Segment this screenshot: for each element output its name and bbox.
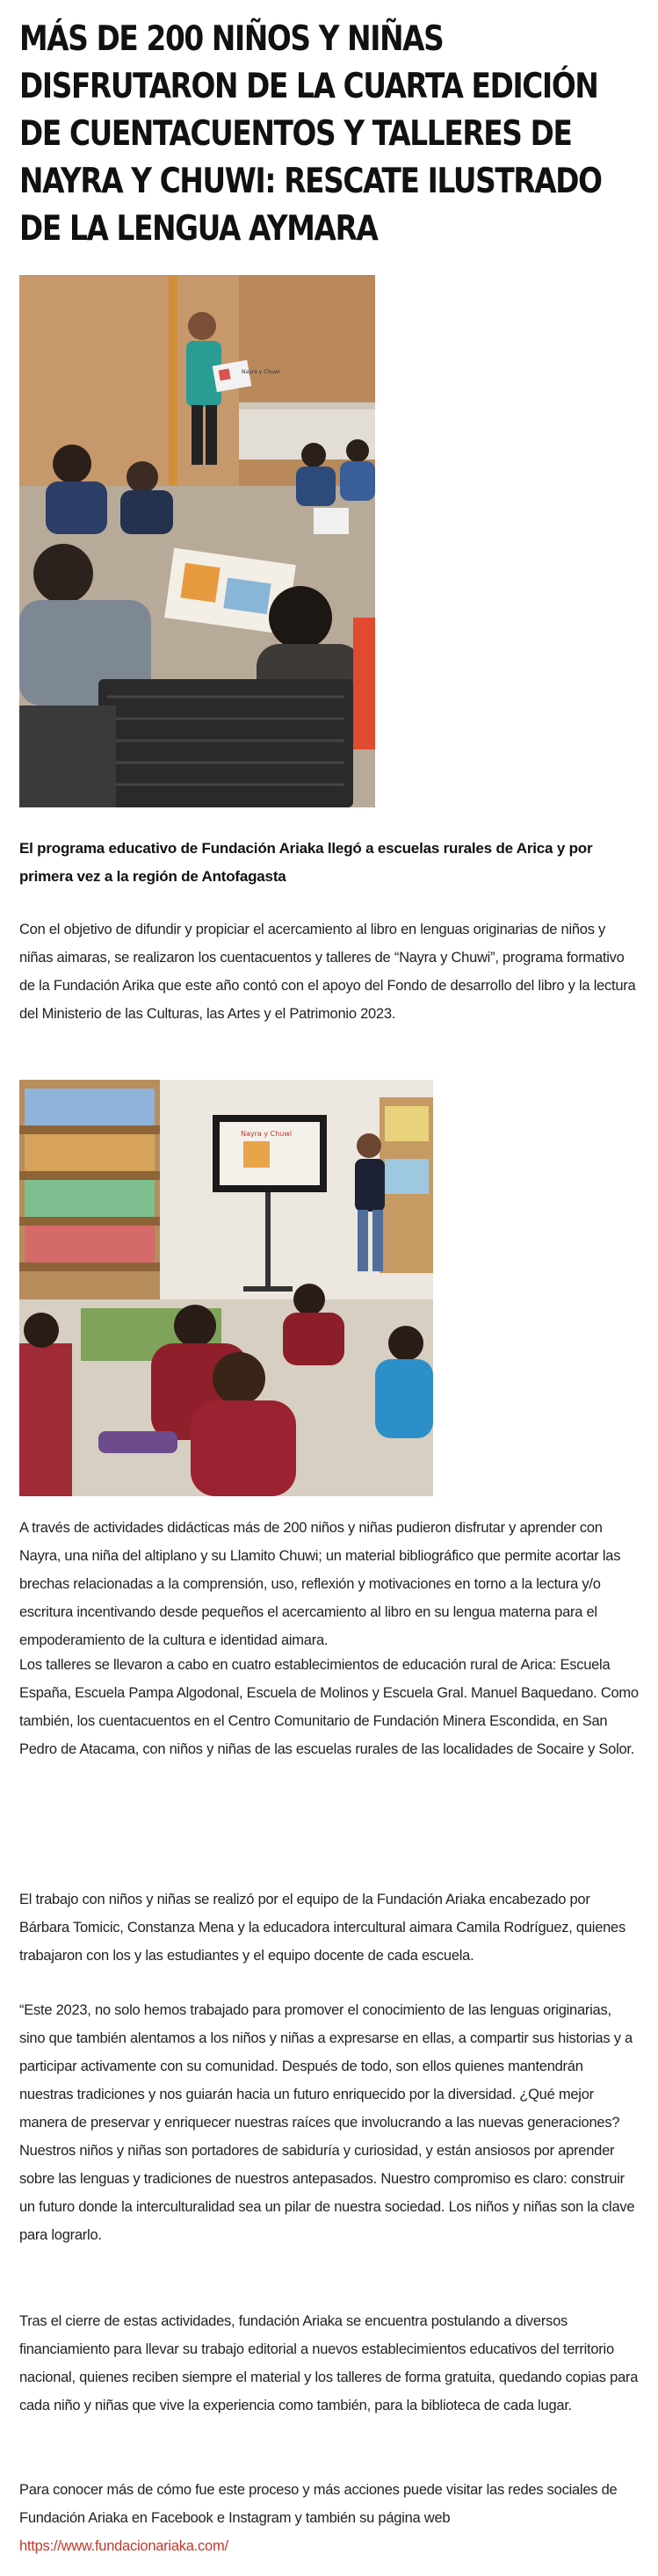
article-closing	[19, 2476, 640, 2560]
website-link[interactable]: https://www.fundacionariaka.com/	[19, 2538, 228, 2554]
article-paragraph: A través de actividades didácticas más de 200 niños y niñas pudieron disfrutar y aprender con Nayra, una niña del altiplano y su Llamito Chuwi; un material bibliográfico que permite acortar las brechas relacionadas a la comprensión, uso, reflexión y motivaciones en torno a la lectura y/o escritura incentivando desde pequeños el acercamiento al libro en su lengua materna para el empoderamiento de la cultura e identidad aimara.	[19, 1520, 621, 1648]
article-title: MÁS DE 200 NIÑOS Y NIÑAS DISFRUTARON DE LA CUARTA EDICIÓN DE CUENTACUENTOS Y TALLERES DE NAYRA Y CHUWI: RESCATE ILUSTRADO DE LA LENGUA AYMARA	[19, 19, 602, 249]
article-paragraph: Con el objetivo de difundir y propiciar el acercamiento al libro en lenguas originarias de niños y niñas aimaras, se realizaron los cuentacuentos y talleres de “Nayra y Chuwi”, programa formativo de la Fundación Arika que este año contó con el apoyo del Fondo de desarrollo del libro y la lectura del Ministerio de las Culturas, las Artes y el Patrimonio 2023.	[19, 922, 636, 1022]
article-paragraph: Los talleres se llevaron a cabo en cuatro establecimientos de educación rural de Arica: Escuela España, Escuela Pampa Algodonal, Escuela de Molinos y Escuela Gral. Manuel Baquedano. Como también, los cuentacuentos en el Centro Comunitario de Fundación Minera Escondida, en San Pedro de Atacama, con niños y niñas de las escuelas rurales de las localidades de Socaire y Solor.	[19, 1657, 639, 1757]
article-paragraph: El trabajo con niños y niñas se realizó por el equipo de la Fundación Ariaka encabezado por Bárbara Tomicic, Constanza Mena y la educadora intercultural aimara Camila Rodríguez, quienes trabajaron con los y las estudiantes y el equipo docente de cada escuela.	[19, 1892, 625, 1964]
article-quote-paragraph: “Este 2023, no solo hemos trabajado para promover el conocimiento de las lenguas originarias, sino que también alentamos a los niños y niñas a expresarse en ellas, a compartir sus historias y a participar activamente con su comunidad. Después de todo, son ellos quienes mantendrán nuestras tradiciones y nos guiarán hacia un futuro enriquecido por la diversidad. ¿Qué mejor manera de preservar y enriquecer nuestras raíces que involucrando a las nuevas generaciones? Nuestros niños y niñas son portadores de sabiduría y curiosidad, y están ansiosos por aprender sobre las lenguas y tradiciones de nuestros antepasados. Nuestro compromiso es claro: construir un futuro donde la interculturalidad sea un pilar de nuestra sociedad. Los niños y niñas son la clave para lograrlo.	[19, 2002, 635, 2243]
closing-text: Para conocer más de cómo fue este proceso y más acciones puede visitar las redes sociales de Fundación Ariaka en Facebook e Instagram y también su página web	[19, 2482, 618, 2526]
article-paragraph: Tras el cierre de estas actividades, fundación Ariaka se encuentra postulando a diversos financiamiento para llevar su trabajo editorial a nuevos establecimientos educativos del territorio nacional, quienes reciben siempre el material y los talleres de forma gratuita, quedando copias para cada niño y niñas que vive la experiencia como también, para la biblioteca de cada lugar.	[19, 2313, 639, 2413]
storytelling-photo	[19, 275, 375, 807]
article-lead: El programa educativo de Fundación Ariaka llegó a escuelas rurales de Arica y por primera vez a la región de Antofagasta	[19, 840, 593, 885]
screen-text: Nayra y Chuwi	[241, 1130, 293, 1138]
book-cover-text: Nayra y Chuwi	[242, 369, 280, 375]
classroom-photo	[19, 1080, 433, 1496]
